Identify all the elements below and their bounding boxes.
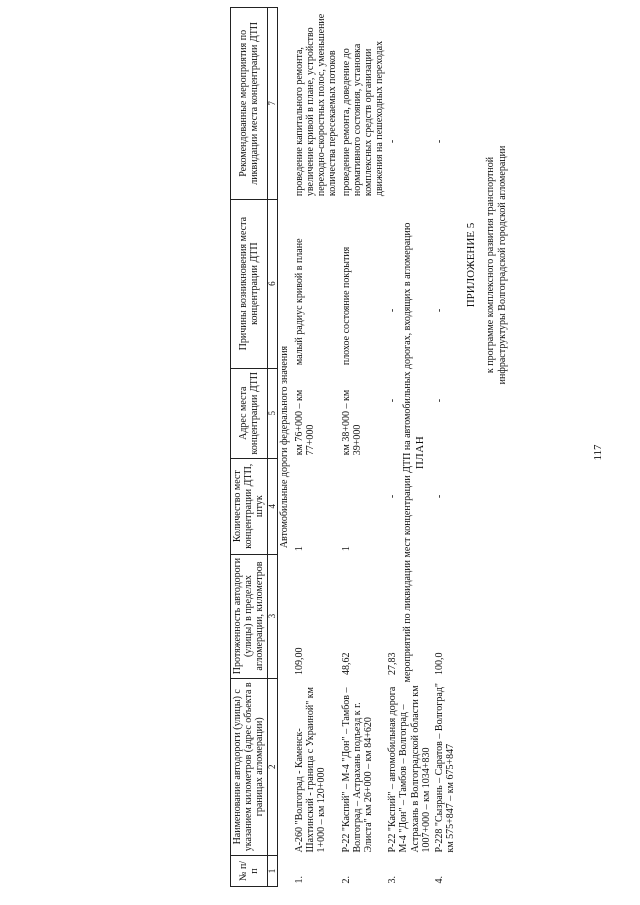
header-cause: Причины возникновения места концентрации ДТП (231, 199, 268, 368)
row-road-name: Р-228 "Сызрань – Саратов – Волгоград" км 575+847 – км 675+847 (434, 683, 457, 853)
header-count: Количество мест концентрации ДТП, штук (231, 458, 268, 554)
row-measures: - (387, 139, 399, 144)
row-length: 109,00 (293, 647, 305, 676)
plan-subtitle-text: мероприятий по ликвидации мест концентрации ДТП на автомобильных дорогах, входящих в агломерацию (402, 222, 413, 683)
appendix-subtitle-line1: к программе комплексного развития транспортной (485, 156, 497, 374)
table-row (340, 8, 387, 887)
row-count: 1 (340, 546, 352, 552)
plan-table (230, 7, 457, 887)
header-address: Адрес места концентрации ДТП (231, 368, 268, 458)
header-road-name: Наименование автодороги (улицы) с указанием километров (адрес объекта в границах агломерации) (231, 678, 268, 855)
row-length: 48,62 (340, 652, 352, 676)
row-num: 3. (387, 876, 399, 884)
table-row (293, 8, 340, 887)
appendix-block (465, 115, 508, 415)
row-measures: проведение ремонта, доведение до нормативного состояния, установка комплексных средств организации движения на пешеходных переходах (340, 40, 386, 197)
row-measures: проведение капитального ремонта, увеличение кривой в плане, устройство переходно-скоростных полос, уменьшение количества пересекаемых потоков (293, 13, 339, 197)
table-row (433, 8, 457, 887)
row-road-name: Р-22 "Каспий" – М-4 "Дон" – Тамбов – Волгоград – Астрахань подъезд к г. Элиста" км 26+000 – км 84+620 (340, 687, 374, 853)
header-measures: Рекомендованные мероприятия по ликвидации места концентрации ДТП (231, 8, 268, 200)
plan-title: ПЛАН (414, 435, 426, 470)
section-title: Автомобильные дороги федерального значения (278, 345, 290, 549)
header-num: № п/п (231, 856, 268, 887)
row-length: 100,0 (434, 652, 445, 676)
section-row (277, 8, 293, 887)
row-road-name: А-260 "Волгоград - Каменск-Шахтинский - граница с Украиной" км 1+000 – км 120+000 (293, 687, 328, 853)
row-address: - (434, 398, 445, 403)
table-header-row (231, 8, 268, 887)
row-count: - (434, 494, 445, 499)
row-address: км 76+000 – км 77+000 (293, 389, 316, 456)
row-cause: - (434, 308, 445, 313)
header-length: Протяженность автодороги (улицы) в пределах агломерации, километров (231, 554, 268, 678)
appendix-subtitle-line2: инфраструктуры Волгоградской городской агломерации (496, 145, 508, 385)
row-num: 4. (434, 876, 445, 884)
row-num: 1. (293, 876, 305, 884)
column-number: 4 (267, 458, 277, 554)
column-number: 2 (267, 678, 277, 855)
row-length: 27,83 (387, 652, 399, 676)
row-address: - (387, 398, 399, 403)
column-number: 1 (267, 856, 277, 887)
row-measures: - (434, 139, 445, 144)
column-number: 3 (267, 554, 277, 678)
row-count: 1 (293, 546, 305, 552)
row-road-name: Р-22 "Каспий" – автомобильная дорога М-4 "Дон" – Тамбов – Волгоград – Астрахань в Волгоградской области км 1007+000 – км 1034+830 (387, 685, 432, 853)
row-cause: малый радиус кривой в плане (293, 238, 305, 366)
page-number: 117 (592, 444, 604, 461)
row-count: - (387, 494, 399, 499)
column-number-row (267, 8, 277, 887)
table-row (386, 8, 433, 887)
appendix-title: ПРИЛОЖЕНИЕ 5 (465, 222, 477, 308)
column-number: 7 (267, 8, 277, 200)
column-number: 5 (267, 368, 277, 458)
column-number: 6 (267, 199, 277, 368)
row-num: 2. (340, 876, 352, 884)
row-cause: плохое состояние покрытия (340, 246, 352, 366)
row-address: км 38+000 – км 39+000 (340, 389, 363, 456)
row-cause: - (387, 308, 399, 313)
